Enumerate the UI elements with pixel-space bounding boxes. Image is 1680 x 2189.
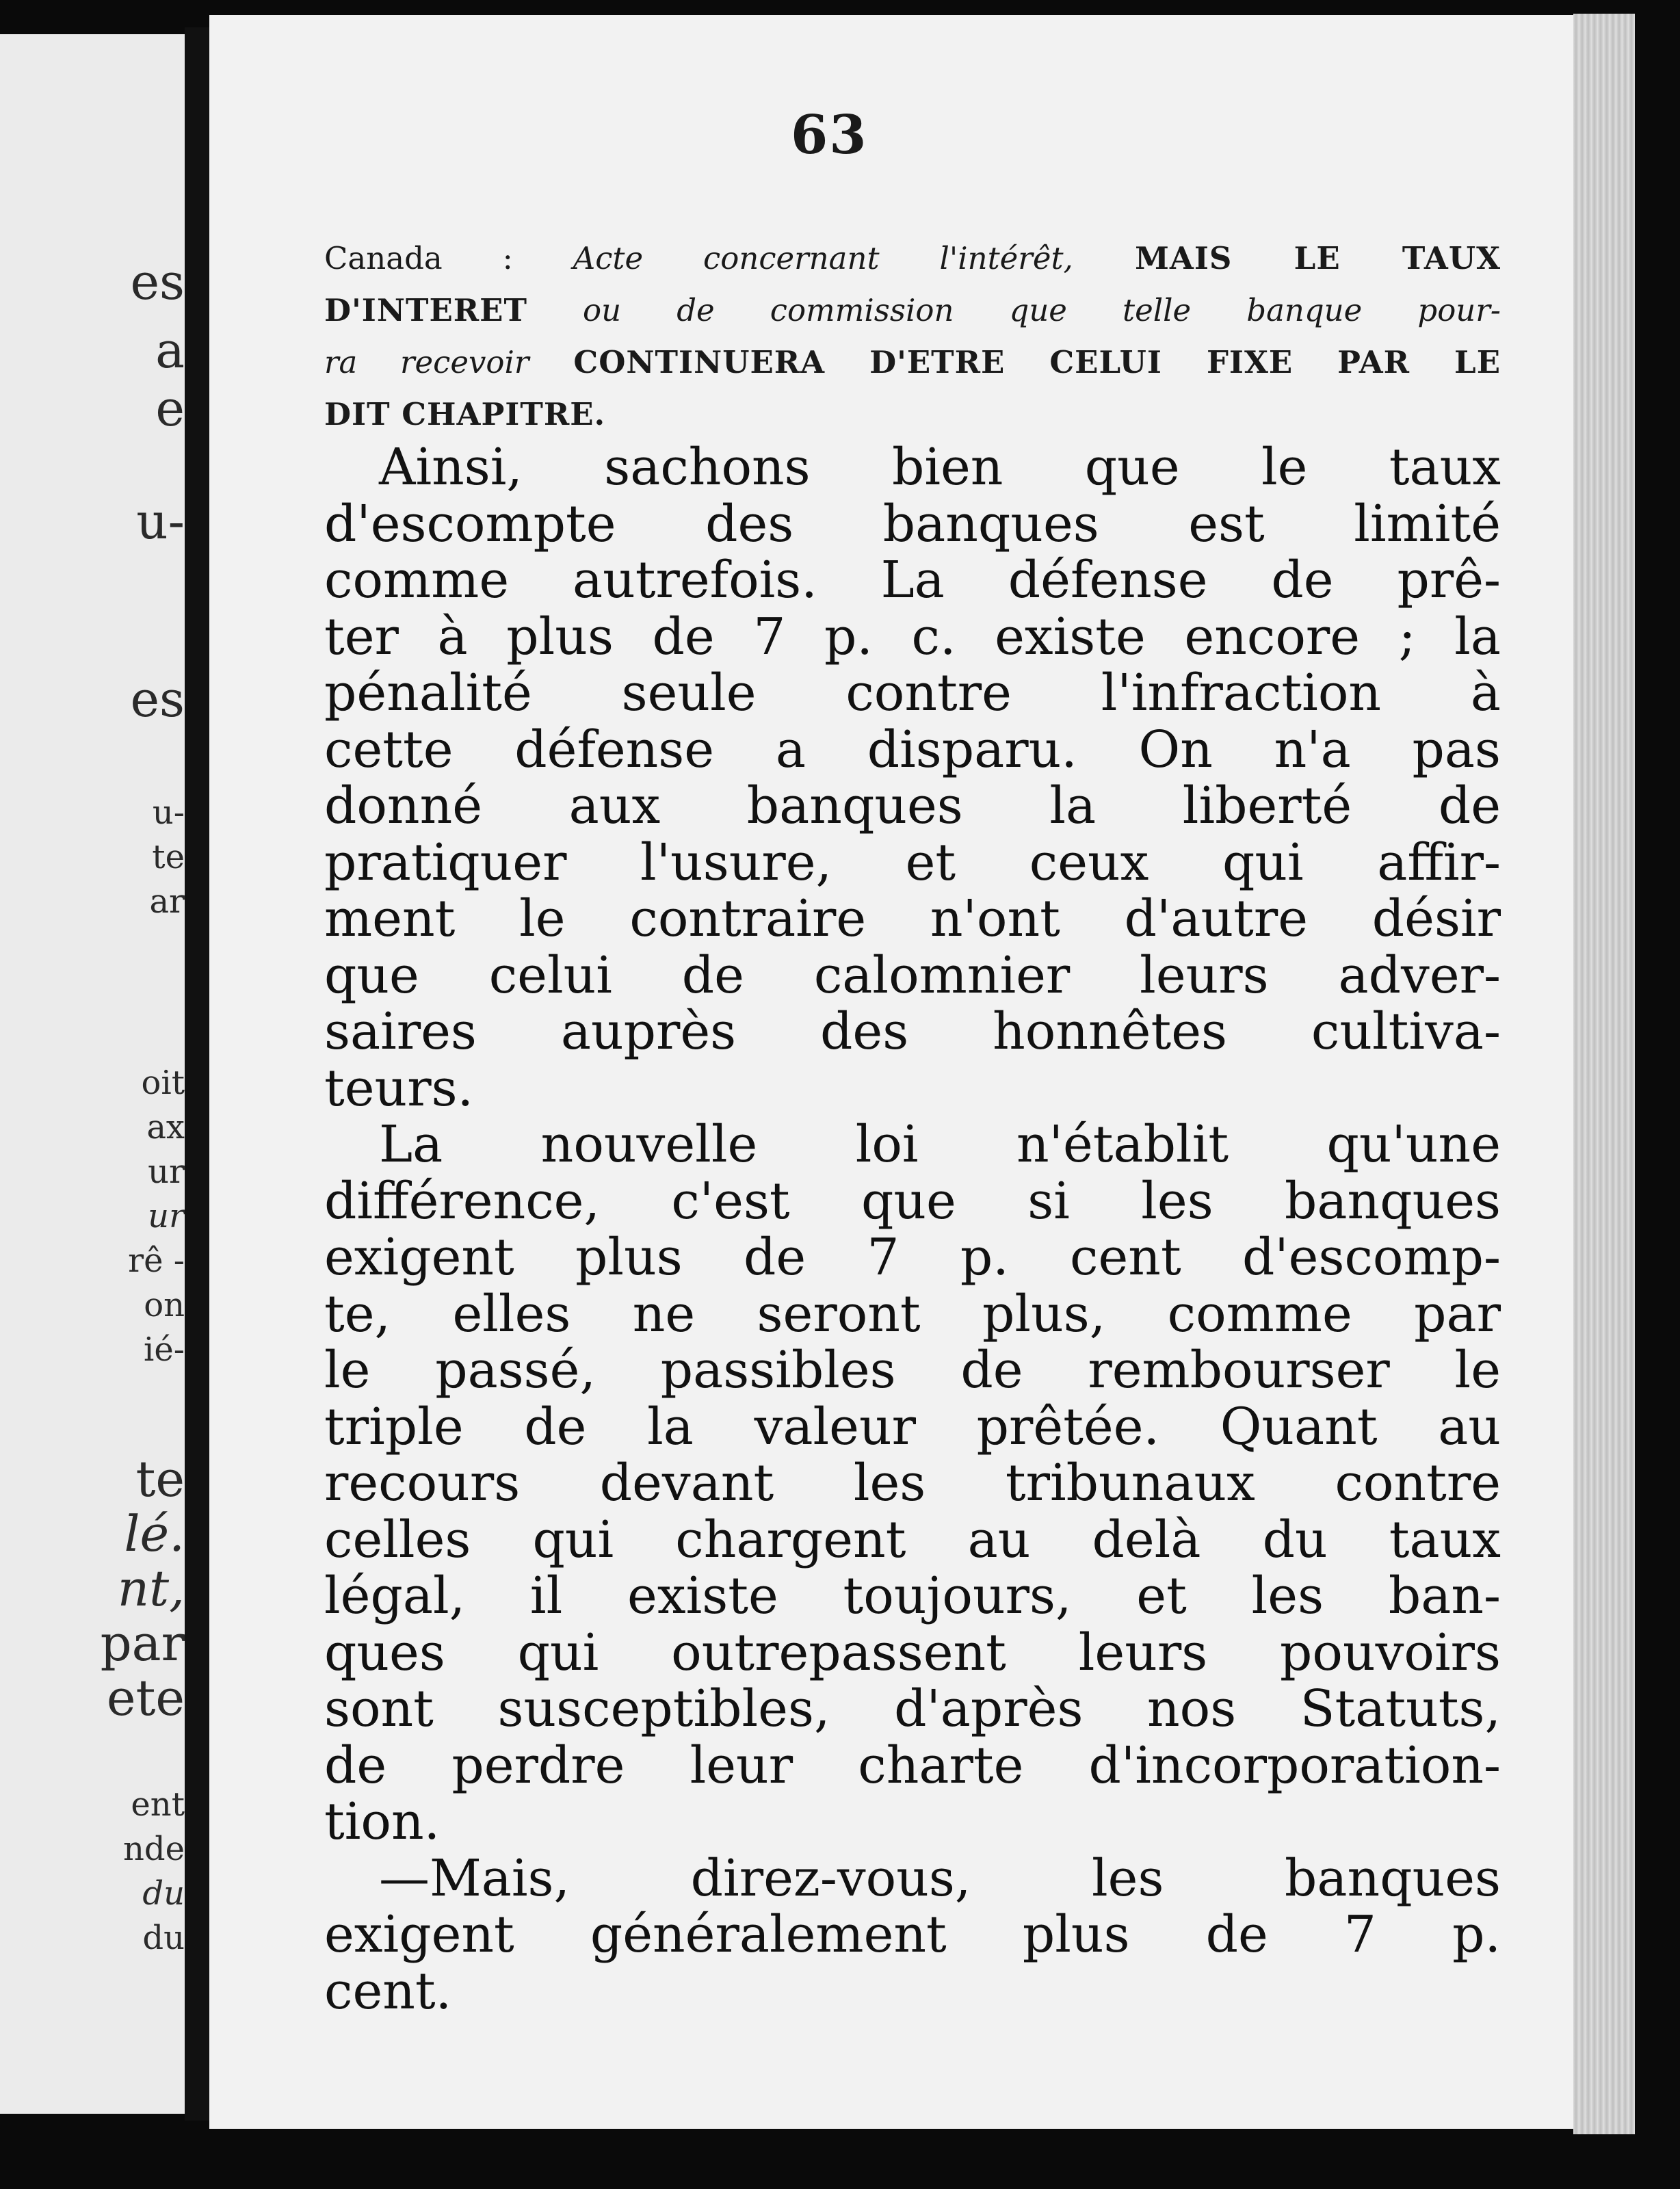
fragment-text: ete [106, 1669, 185, 1727]
fragment-text: ax [146, 1108, 185, 1146]
note-line-3 [324, 337, 1501, 389]
legal-note [324, 233, 1501, 441]
note-italic-text: Acte concernant l'intérêt, [573, 240, 1073, 276]
text-line: différence, c'est que si les banques [324, 1171, 1501, 1231]
text-line: recours devant les tribunaux contre [324, 1454, 1501, 1512]
text-line: ques qui outrepassent leurs pouvoirs [324, 1623, 1501, 1682]
note-line-4: DIT CHAPITRE. [324, 396, 606, 432]
text-line: te, elles ne seront plus, comme par [324, 1284, 1501, 1343]
text-line: exigent généralement plus de 7 p. [324, 1905, 1501, 1964]
book-gutter [185, 27, 209, 2121]
text-line: Ainsi, sachons bien que le taux [379, 438, 1501, 497]
book-page [209, 15, 1577, 2129]
text-line: pénalité seule contre l'infraction à [324, 664, 1501, 722]
fragment-text: te [135, 1450, 185, 1508]
page-edges [1573, 14, 1635, 2134]
note-smallcaps-text: CONTINUERA D'ETRE CELUI FIXE PAR LE [529, 344, 1501, 380]
paragraph [324, 439, 1501, 1116]
fragment-text: nde [122, 1830, 185, 1868]
fragment-text: u- [136, 493, 185, 550]
text-line: cette défense a disparu. On n'a pas [324, 720, 1501, 779]
fragment-text: a [155, 322, 185, 379]
note-line-1 [324, 233, 1501, 285]
fragment-text: te [152, 838, 185, 876]
text-line: d'escompte des banques est limité [324, 494, 1501, 553]
note-italic-text: ra recevoir [324, 344, 529, 380]
fragment-text: du [142, 1874, 185, 1913]
note-smallcaps-text: MAIS LE TAUX [1073, 240, 1501, 276]
fragment-text: du [142, 1919, 185, 1957]
fragment-text: oit [141, 1064, 185, 1102]
body-text [324, 439, 1501, 2019]
fragment-text: lé. [124, 1505, 185, 1562]
fragment-text: es [130, 253, 185, 311]
text-line: La nouvelle loi n'établit qu'une [379, 1115, 1501, 1174]
fragment-text: ar [149, 882, 185, 921]
fragment-text: nt, [117, 1560, 185, 1617]
text-line: le passé, passibles de rembourser le [324, 1341, 1501, 1400]
text-line: de perdre leur charte d'incorporation- [324, 1735, 1501, 1795]
fragment-text: rê - [128, 1242, 185, 1280]
paragraph [324, 1850, 1501, 2020]
fragment-text: ur [148, 1153, 185, 1191]
previous-page-fragment [0, 34, 185, 2114]
text-line: teurs. [324, 1058, 474, 1118]
fragment-text: e [155, 380, 185, 437]
text-line: ter à plus de 7 p. c. existe encore ; la [324, 607, 1501, 666]
fragment-text: on [144, 1286, 185, 1324]
fragment-text: ent [131, 1785, 185, 1824]
fragment-text: es [130, 670, 185, 728]
fragment-text: u- [152, 794, 185, 832]
text-line: ment le contraire n'ont d'autre désir [324, 889, 1501, 948]
note-line-2 [324, 285, 1501, 337]
fragment-text: ié- [144, 1331, 185, 1369]
fragment-text: par [100, 1614, 185, 1672]
text-line: que celui de calomnier leurs adver- [324, 945, 1501, 1005]
note-smallcaps-text: D'INTERET [324, 292, 527, 328]
text-line: tion. [324, 1792, 441, 1851]
text-line: légal, il existe toujours, et les ban- [324, 1567, 1501, 1625]
text-line: triple de la valeur prêtée. Quant au [324, 1397, 1501, 1456]
note-text: Canada : [324, 240, 573, 276]
text-line: cent. [324, 1961, 452, 2021]
note-italic-text: ou de commission que telle banque pour- [527, 292, 1501, 328]
text-line: sont susceptibles, d'après nos Statuts, [324, 1679, 1501, 1738]
text-line: pratiquer l'usure, et ceux qui affir- [324, 833, 1501, 892]
text-line: —Mais, direz-vous, les banques [379, 1848, 1501, 1908]
text-line: exigent plus de 7 p. cent d'escomp- [324, 1228, 1501, 1287]
fragment-text: ur [148, 1197, 185, 1235]
page-number: 63 [791, 104, 868, 166]
text-line: comme autrefois. La défense de prê- [324, 551, 1501, 609]
text-line: donné aux banques la liberté de [324, 776, 1501, 835]
text-line: saires auprès des honnêtes cultiva- [324, 1002, 1501, 1061]
text-line: celles qui chargent au delà du taux [324, 1510, 1501, 1569]
paragraph [324, 1116, 1501, 1850]
